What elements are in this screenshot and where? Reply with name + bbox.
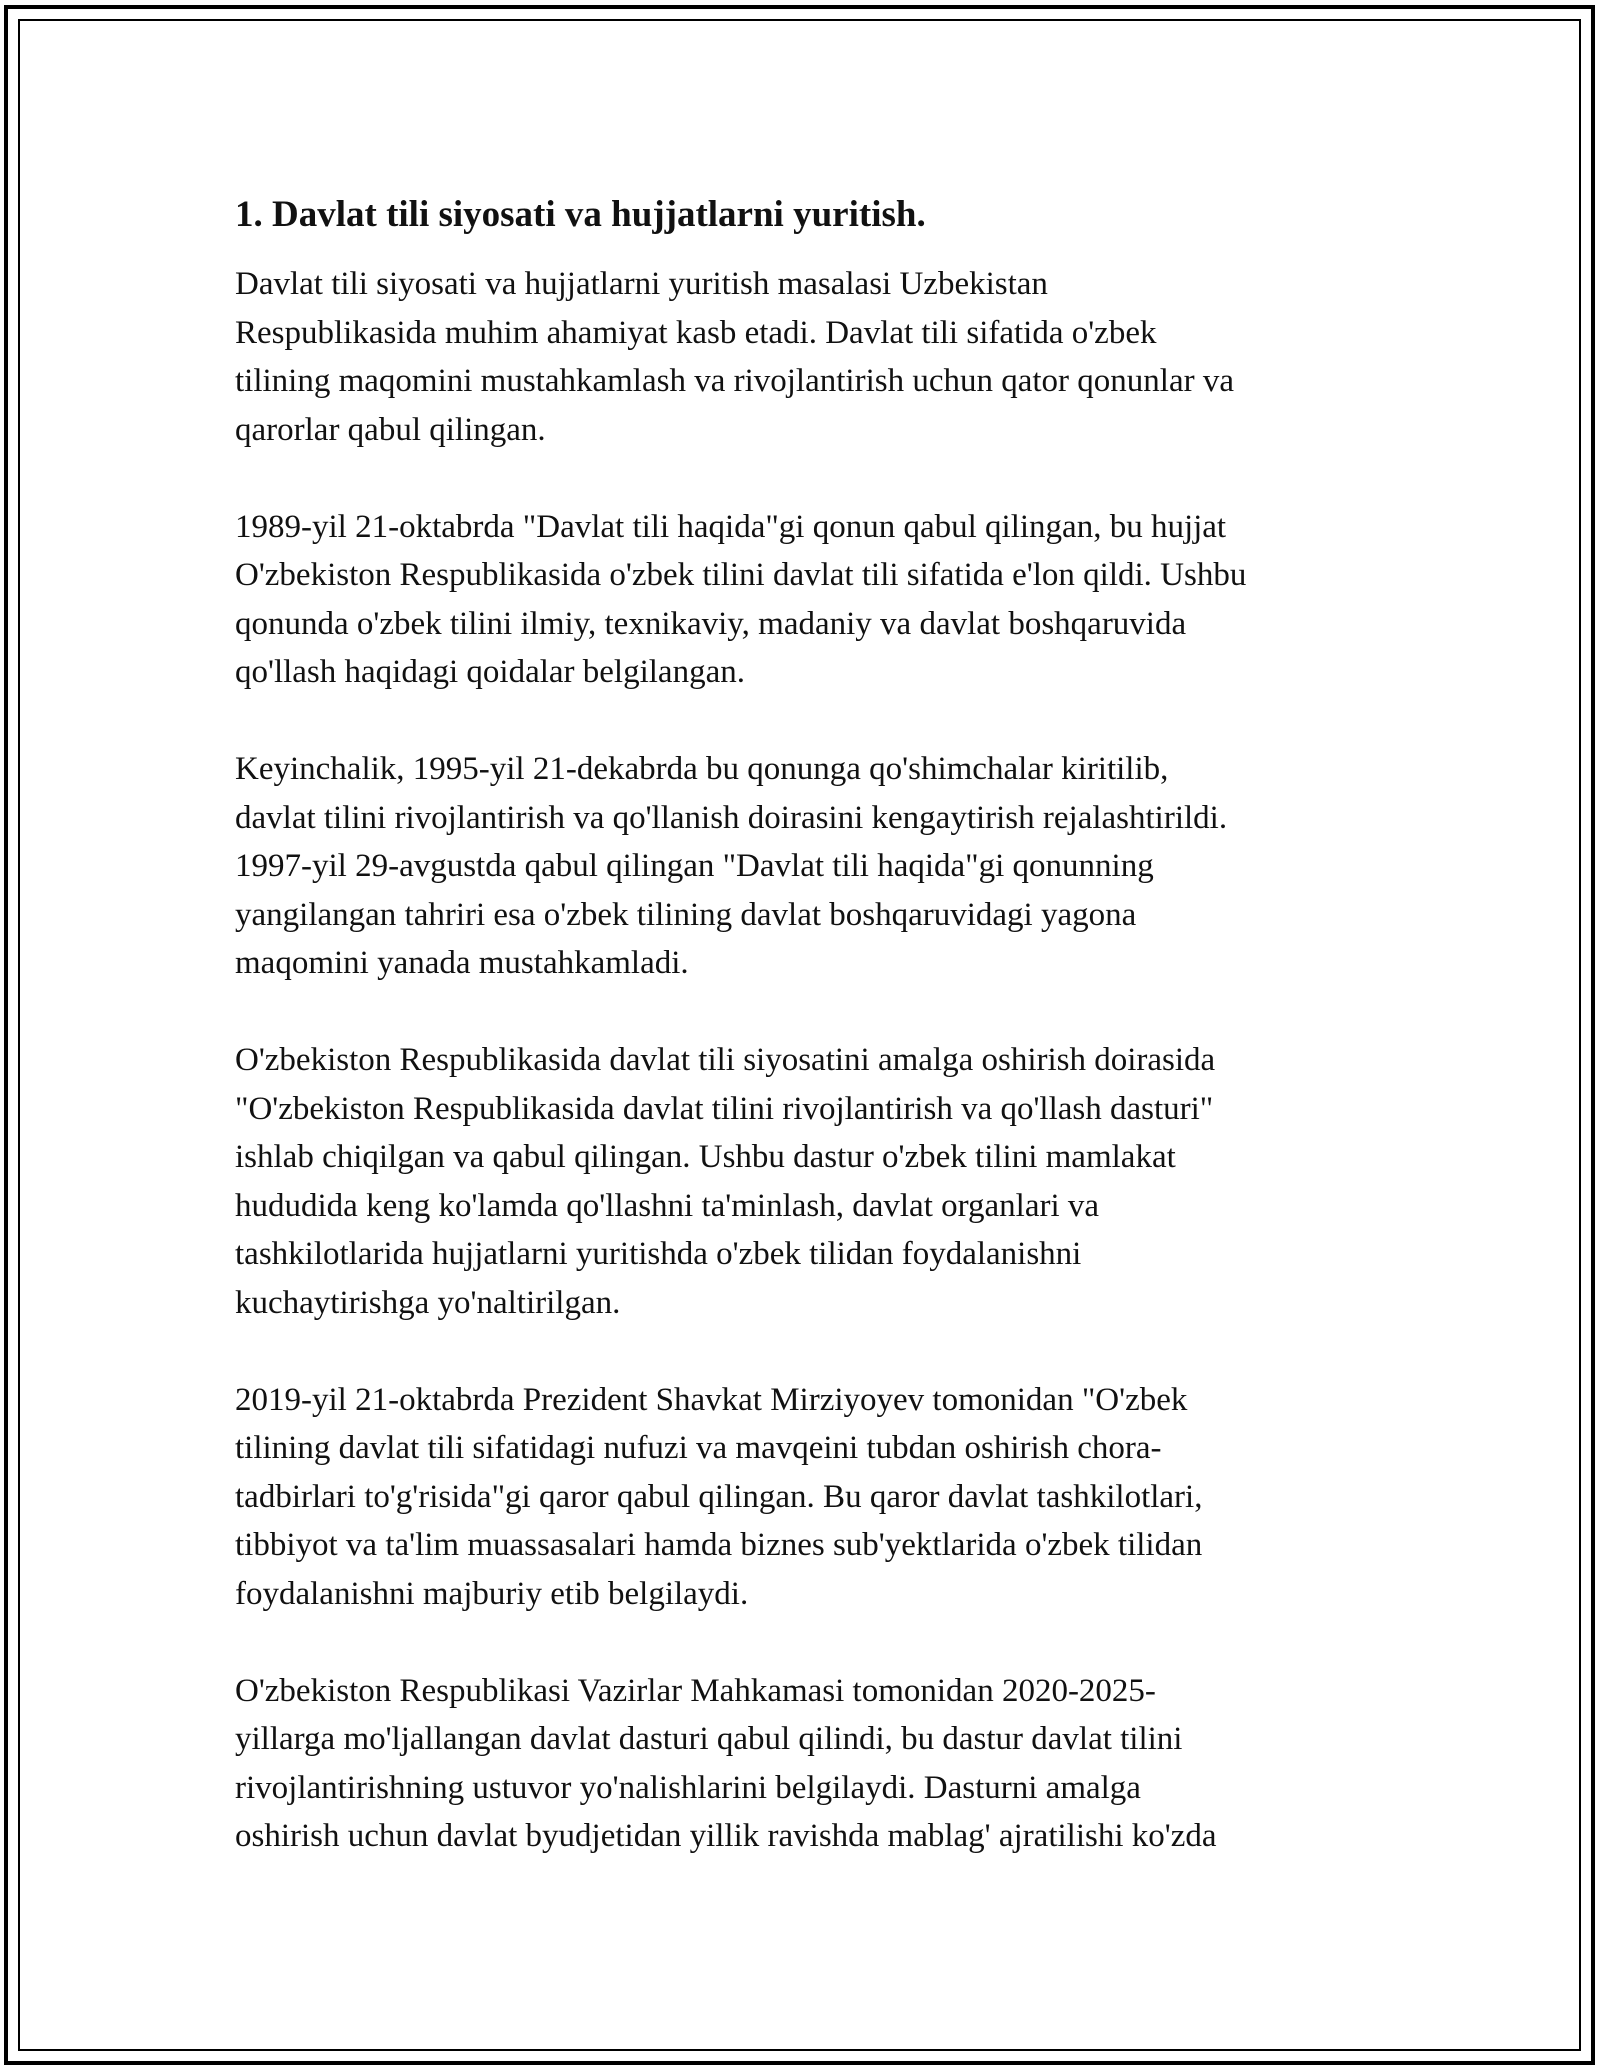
paragraph-1	[235, 260, 1365, 454]
text-line: yillarga mo'ljallangan davlat dasturi qabul qilindi, bu dastur davlat tilini	[235, 1721, 1183, 1757]
text-line: yangilangan tahriri esa o'zbek tilining davlat boshqaruvidagi yagona	[235, 896, 1137, 933]
text-line: Keyinchalik, 1995-yil 21-dekabrda bu qonunga qo'shimchalar kiritilib,	[235, 751, 1169, 787]
text-line: ishlab chiqilgan va qabul qilingan. Ushbu dastur o'zbek tilini mamlakat	[235, 1139, 1176, 1175]
paragraph-2	[235, 503, 1365, 697]
section-heading: 1. Davlat tili siyosati va hujjatlarni yuritish.	[235, 194, 926, 235]
text-line: tibbiyot va ta'lim muassasalari hamda biznes sub'yektlarida o'zbek tilidan	[235, 1527, 1203, 1563]
text-line: O'zbekiston Respublikasida o'zbek tilini davlat tili sifatida e'lon qildi. Ushbu	[235, 557, 1247, 593]
paragraph-4	[235, 1036, 1365, 1327]
paragraph-3	[235, 745, 1365, 988]
text-line: kuchaytirishga yo'naltirilgan.	[235, 1284, 621, 1321]
text-line: qonunda o'zbek tilini ilmiy, texnikaviy, madaniy va davlat boshqaruvida	[235, 605, 1187, 642]
text-line: tilining davlat tili sifatidagi nufuzi va mavqeini tubdan oshirish chora-	[235, 1430, 1162, 1466]
text-line: "O'zbekiston Respublikasida davlat tilini rivojlantirish va qo'llash dasturi"	[235, 1090, 1214, 1127]
document-body	[235, 190, 1365, 1909]
paragraph-5	[235, 1376, 1365, 1619]
text-line: rivojlantirishning ustuvor yo'nalishlarini belgilaydi. Dasturni amalga	[235, 1769, 1141, 1806]
text-line: oshirish uchun davlat byudjetidan yillik ravishda mablag' ajratilishi ko'zda	[235, 1818, 1217, 1854]
text-line: O'zbekiston Respublikasida davlat tili siyosatini amalga oshirish doirasida	[235, 1042, 1216, 1078]
text-line: O'zbekiston Respublikasi Vazirlar Mahkamasi tomonidan 2020-2025-	[235, 1672, 1156, 1709]
text-line: 2019-yil 21-oktabrda Prezident Shavkat Mirziyoyev tomonidan "O'zbek	[235, 1381, 1188, 1418]
paragraph-6	[235, 1667, 1365, 1861]
text-line: maqomini yanada mustahkamladi.	[235, 945, 689, 981]
text-line: 1989-yil 21-oktabrda "Davlat tili haqida"gi qonun qabul qilingan, bu hujjat	[235, 508, 1227, 545]
text-line: Davlat tili siyosati va hujjatlarni yuritish masalasi Uzbekistan	[235, 266, 1048, 302]
text-line: tilining maqomini mustahkamlash va rivojlantirish uchun qator qonunlar va	[235, 363, 1234, 399]
text-line: 1997-yil 29-avgustda qabul qilingan "Davlat tili haqida"gi qonunning	[235, 848, 1154, 884]
text-line: tadbirlari to'g'risida"gi qaror qabul qilingan. Bu qaror davlat tashkilotlari,	[235, 1478, 1203, 1515]
text-line: Respublikasida muhim ahamiyat kasb etadi. Davlat tili sifatida o'zbek	[235, 314, 1157, 351]
text-line: hududida keng ko'lamda qo'llashni ta'minlash, davlat organlari va	[235, 1187, 1100, 1224]
text-line: foydalanishni majburiy etib belgilaydi.	[235, 1575, 749, 1612]
text-line: davlat tilini rivojlantirish va qo'llanish doirasini kengaytirish rejalashtirildi.	[235, 799, 1228, 836]
text-line: qarorlar qabul qilingan.	[235, 411, 546, 448]
text-line: qo'llash haqidagi qoidalar belgilangan.	[235, 654, 745, 690]
text-line: tashkilotlarida hujjatlarni yuritishda o'zbek tilidan foydalanishni	[235, 1236, 1082, 1272]
